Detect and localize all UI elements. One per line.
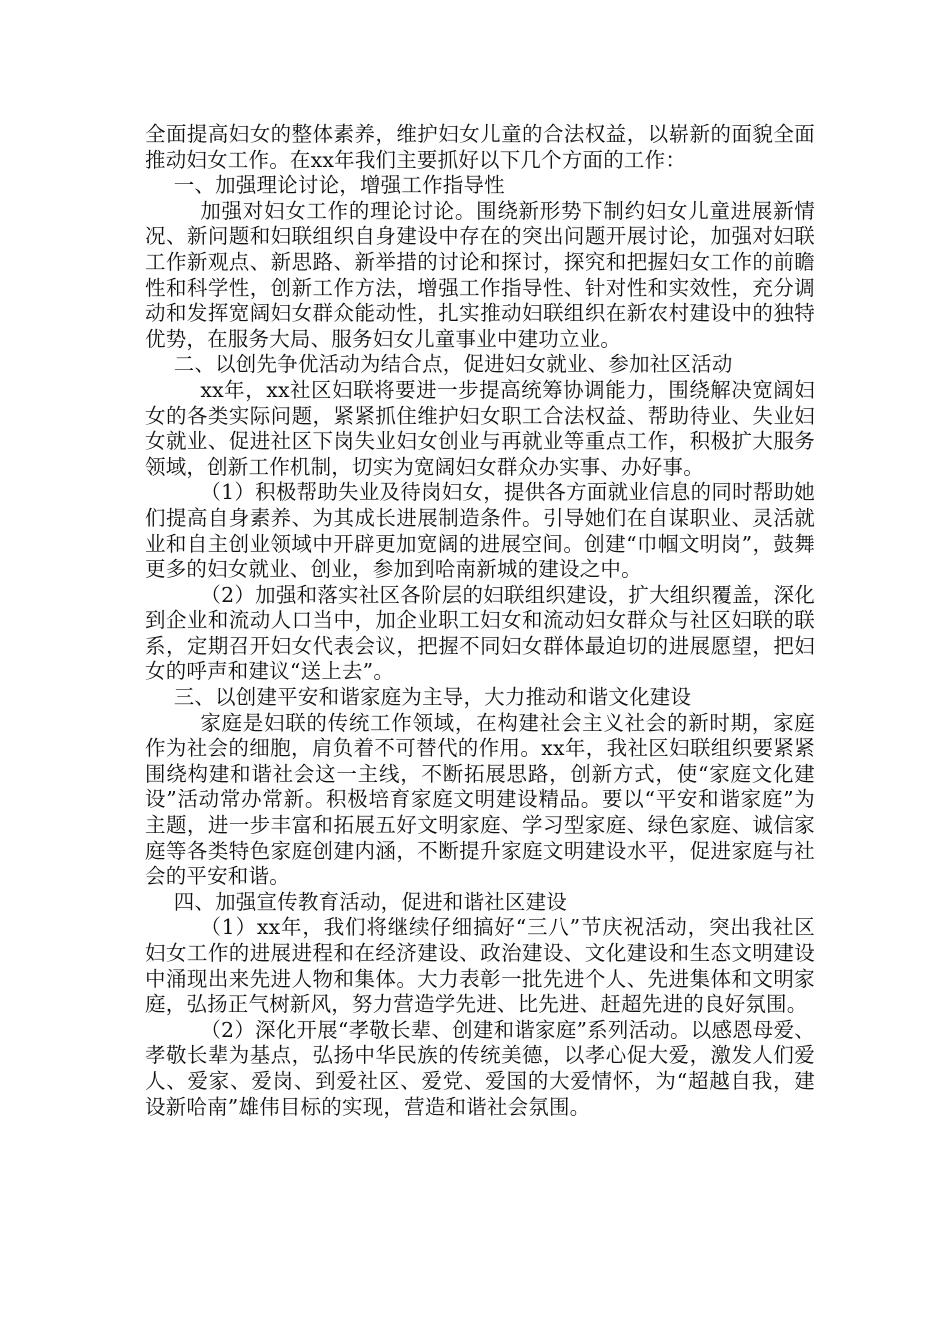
- paragraph-intro: 全面提高妇女的整体素养，维护妇女儿童的合法权益，以崭新的面貌全面推动妇女工作。在xx年我们主要抓好以下几个方面的工作：: [145, 122, 815, 172]
- paragraph-section-3: 家庭是妇联的传统工作领域，在构建社会主义社会的新时期，家庭作为社会的细胞，肩负着不可替代的作用。xx年，我社区妇联组织要紧紧围绕构建和谐社会这一主线，不断拓展思路，创新方式，使“家庭文化建设”活动常办常新。积极培育家庭文明建设精品。要以“平安和谐家庭”为主题，进一步丰富和拓展五好文明家庭、学习型家庭、绿色家庭、诚信家庭等各类特色家庭创建内涵，不断提升家庭文明建设水平，促进家庭与社会的平安和谐。: [145, 710, 815, 889]
- paragraph-section-1: 加强对妇女工作的理论讨论。围绕新形势下制约妇女儿童进展新情况、新问题和妇联组织自身建设中存在的突出问题开展讨论，加强对妇联工作新观点、新思路、新举措的讨论和探讨，探究和把握妇女工作的前瞻性和科学性，创新工作方法，增强工作指导性、针对性和实效性，充分调动和发挥宽阔妇女群众能动性，扎实推动妇联组织在新农村建设中的独特优势，在服务大局、服务妇女儿童事业中建功立业。: [145, 198, 815, 351]
- document-body: [145, 122, 815, 1120]
- paragraph-section-4-item-1: （1）xx年，我们将继续仔细搞好“三八”节庆祝活动，突出我社区妇女工作的进展进程和在经济建设、政治建设、文化建设和生态文明建设中涌现出来先进人物和集体。大力表彰一批先进个人、先进集体和文明家庭，弘扬正气树新风，努力营造学先进、比先进、赶超先进的良好氛围。: [145, 915, 815, 1017]
- section-heading-1: 一、加强理论讨论，增强工作指导性: [173, 173, 505, 198]
- paragraph-section-2-item-2: （2）加强和落实社区各阶层的妇联组织建设，扩大组织覆盖，深化到企业和流动人口当中，加企业职工妇女和流动妇女群众与社区妇联的联系，定期召开妇女代表会议，把握不同妇女群体最迫切的进展愿望，把妇女的呼声和建议“送上去”。: [145, 582, 815, 684]
- paragraph-section-4-item-2: （2）深化开展“孝敬长辈、创建和谐家庭”系列活动。以感恩母爱、孝敬长辈为基点，弘扬中华民族的传统美德，以孝心促大爱，激发人们爱人、爱家、爱岗、到爱社区、爱党、爱国的大爱情怀，为“超越自我，建设新哈南”雄伟目标的实现，营造和谐社会氛围。: [145, 1017, 815, 1119]
- paragraph-section-2-item-1: （1）积极帮助失业及待岗妇女，提供各方面就业信息的同时帮助她们提高自身素养、为其成长进展制造条件。引导她们在自谋职业、灵活就业和自主创业领域中开辟更加宽阔的进展空间。创建“巾帼文明岗”，鼓舞更多的妇女就业、创业，参加到哈南新城的建设之中。: [145, 480, 815, 582]
- section-heading-3: 三、以创建平安和谐家庭为主导，大力推动和谐文化建设: [173, 685, 692, 710]
- section-heading-4: 四、加强宣传教育活动，促进和谐社区建设: [173, 889, 567, 914]
- section-heading-2: 二、以创先争优活动为结合点，促进妇女就业、参加社区活动: [173, 352, 733, 377]
- paragraph-section-2: xx年，xx社区妇联将要进一步提高统筹协调能力，围绕解决宽阔妇女的各类实际问题，紧紧抓住维护妇女职工合法权益、帮助待业、失业妇女就业、促进社区下岗失业妇女创业与再就业等重点工作，积极扩大服务领域，创新工作机制，切实为宽阔妇女群众办实事、办好事。: [145, 377, 815, 479]
